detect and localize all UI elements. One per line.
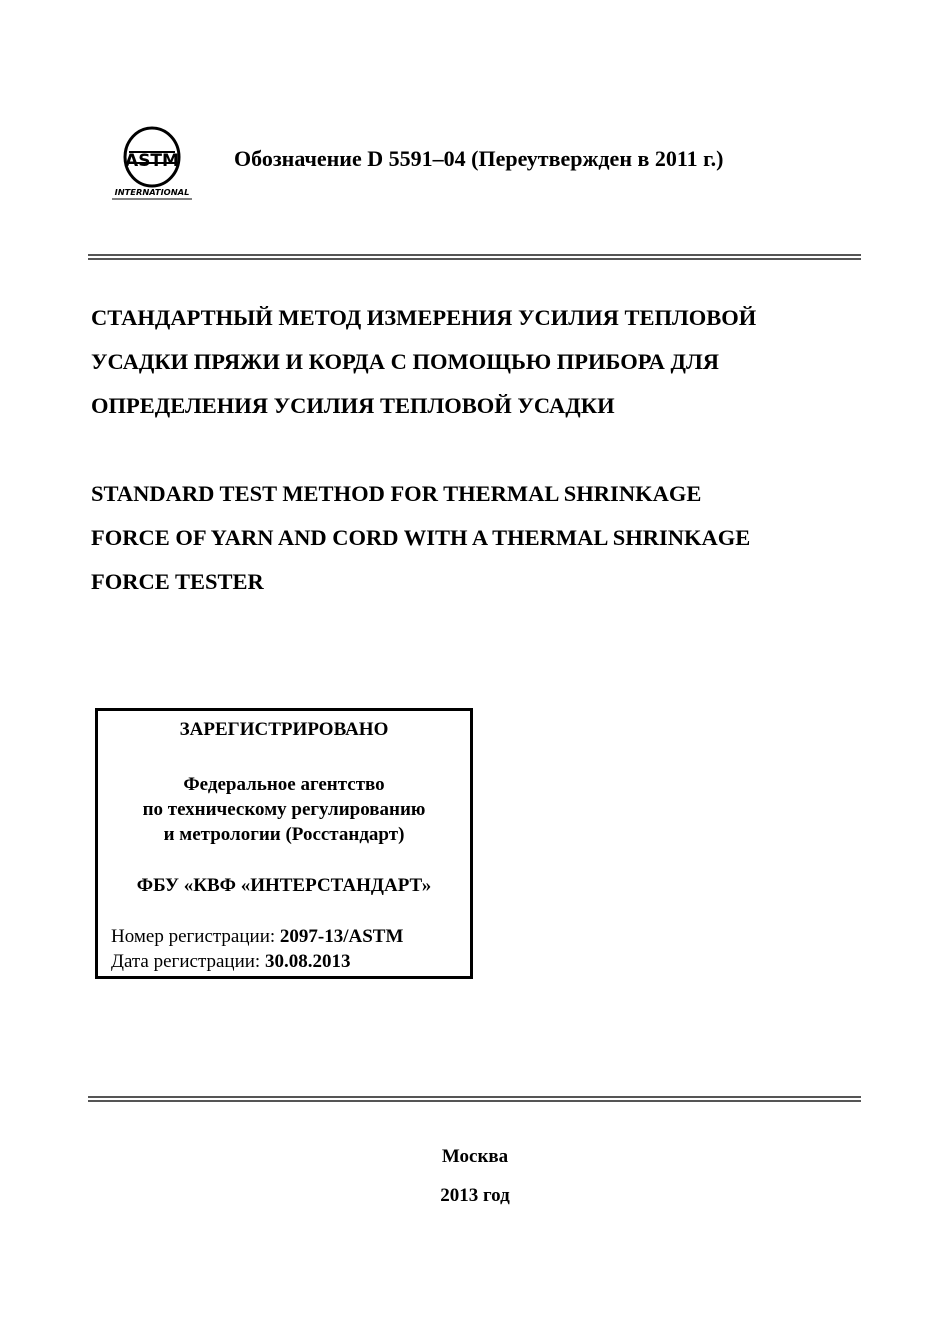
- title-english: [91, 472, 858, 604]
- agency-line: Федеральное агентство: [183, 774, 385, 795]
- astm-logo: [108, 125, 196, 203]
- title-en-line: FORCE TESTER: [91, 569, 264, 594]
- top-divider: [88, 254, 861, 260]
- document-header: [108, 125, 868, 205]
- title-ru-line: УСАДКИ ПРЯЖИ И КОРДА С ПОМОЩЬЮ ПРИБОРА ДЛЯ: [91, 349, 719, 374]
- bottom-divider: [88, 1096, 861, 1102]
- registration-date-row: [111, 949, 403, 974]
- title-ru-line: ОПРЕДЕЛЕНИЯ УСИЛИЯ ТЕПЛОВОЙ УСАДКИ: [91, 393, 615, 418]
- registering-organization: ФБУ «КВФ «ИНТЕРСТАНДАРТ»: [136, 875, 432, 896]
- registration-details: [111, 924, 403, 974]
- title-russian: [91, 296, 858, 428]
- title-en-line: STANDARD TEST METHOD FOR THERMAL SHRINKAGE: [91, 481, 702, 506]
- registration-date-value: 30.08.2013: [264, 951, 351, 972]
- title-en-line: FORCE OF YARN AND CORD WITH A THERMAL SHRINKAGE: [91, 525, 751, 550]
- agency-line: и метрологии (Росстандарт): [163, 824, 405, 845]
- publication-city: Москва: [441, 1146, 509, 1167]
- registration-number-row: [111, 924, 403, 949]
- logo-text: ASTM: [125, 151, 179, 171]
- logo-subtext: INTERNATIONAL: [114, 187, 190, 197]
- registration-date-label: Дата регистрации:: [111, 951, 265, 972]
- title-ru-line: СТАНДАРТНЫЙ МЕТОД ИЗМЕРЕНИЯ УСИЛИЯ ТЕПЛОВОЙ: [91, 305, 757, 330]
- registration-heading: ЗАРЕГИСТРИРОВАНО: [179, 719, 389, 740]
- registration-number-label: Номер регистрации:: [111, 926, 280, 947]
- registration-number-value: 2097-13/ASTM: [279, 926, 404, 947]
- publication-year: 2013 год: [440, 1185, 510, 1206]
- registration-box: [95, 708, 473, 979]
- agency-name: [98, 772, 470, 847]
- document-designation: Обозначение D 5591–04 (Переутвержден в 2011 г.): [234, 146, 724, 171]
- agency-line: по техническому регулированию: [142, 799, 426, 820]
